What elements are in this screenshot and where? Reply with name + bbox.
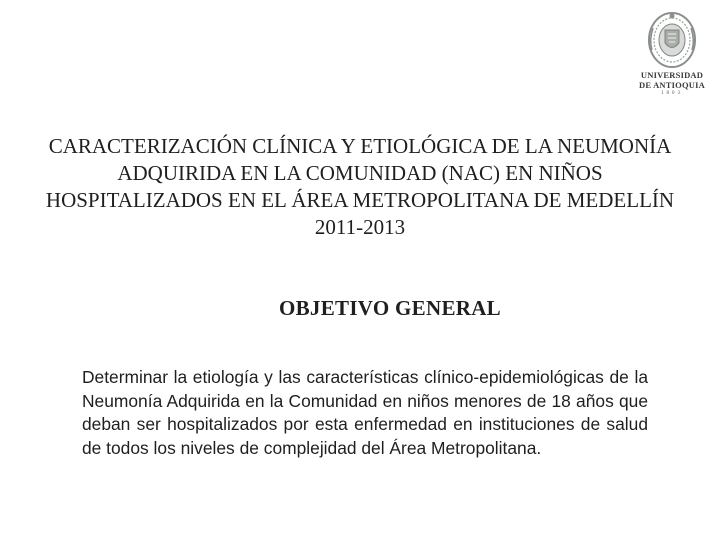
logo-year: 1803 (661, 91, 683, 96)
university-seal-icon (646, 10, 698, 70)
logo-text-line1: UNIVERSIDAD (640, 70, 704, 80)
logo-text-line2: DE ANTIOQUIA (639, 80, 705, 90)
university-logo (632, 10, 712, 110)
objective-paragraph: Determinar la etiología y las características clínico-epidemiológicas de la Neumonía Adquirida en la Comunidad en niños menores de 18 años que deban ser hospitalizados por esta enfermedad en instituciones de salud de todos los niveles de complejidad del Área Metropolitana. (82, 367, 648, 458)
document-title: CARACTERIZACIÓN CLÍNICA Y ETIOLÓGICA DE LA NEUMONÍA ADQUIRIDA EN LA COMUNIDAD (NAC) EN NIÑOS HOSPITALIZADOS EN EL ÁREA METROPOLITANA DE MEDELLÍN 2011-2013 (45, 134, 675, 239)
section-heading: OBJETIVO GENERAL (278, 296, 501, 320)
